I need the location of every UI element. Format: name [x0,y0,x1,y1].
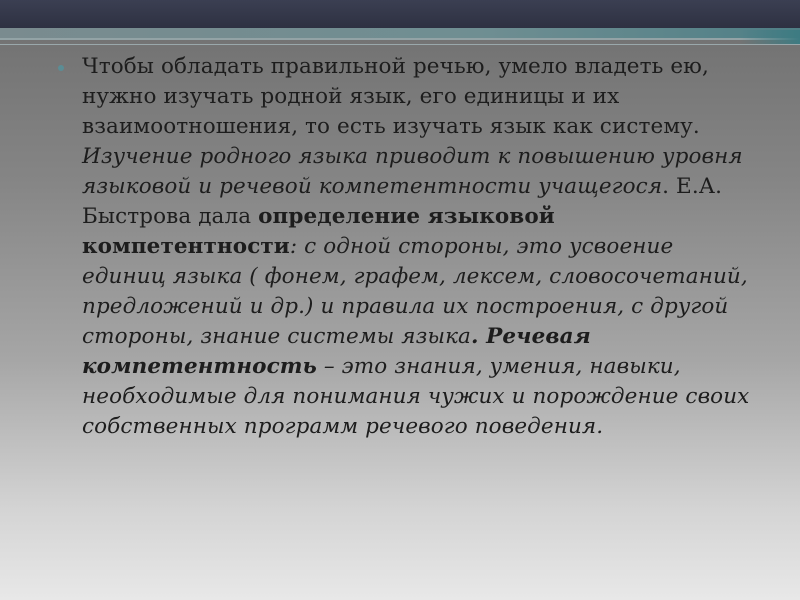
accent-line-bottom [0,44,800,45]
term-speech-competence: . Речевая компетентность [82,324,591,379]
slide-content [58,52,758,442]
accent-highlight [740,30,800,44]
bullet-paragraph [58,52,758,442]
text-segment-plain: . Е.А. Быстрова дала [82,174,723,229]
bullet-dot-icon [58,65,64,71]
text-segment-italic: Изучение родного языка приводит к повышению уровня языковой и речевой компетентности учащегося [82,144,743,199]
text-segment-plain: Чтобы обладать правильной речью, умело владеть ею, нужно изучать родной язык, его единицы и их взаимоотношения, то есть изучать язык как систему. [82,54,709,139]
teal-accent-band [0,28,800,38]
text-segment-italic: – это знания, умения, навыки, необходимые для понимания чужих и порождение своих собственных программ речевого поведения. [82,354,750,439]
text-segment-italic: : с одной стороны, это усвоение единиц языка ( фонем, графем, лексем, словосочетаний, предложений и др.) и правила их построения, с другой стороны, знание системы языка [82,234,748,349]
accent-line [0,38,800,40]
header-bar [0,0,800,28]
term-language-competence: определение языковой компетентности [82,204,555,259]
